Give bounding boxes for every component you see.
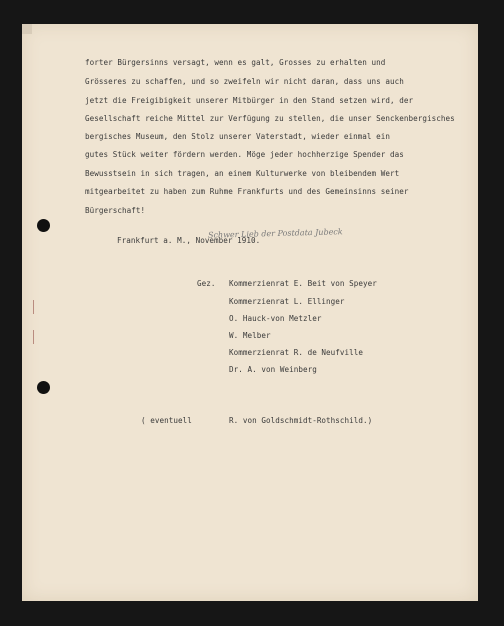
punch-hole <box>37 381 50 394</box>
signatory: O. Hauck-von Metzler <box>229 314 322 323</box>
document-page <box>22 24 478 601</box>
eventual-signatory: R. von Goldschmidt-Rothschild.) <box>229 416 373 425</box>
signatory: Kommerzienrat L. Ellinger <box>229 297 345 306</box>
body-line: bergisches Museum, den Stolz unserer Vaterstadt, wieder einmal ein <box>85 132 391 141</box>
punch-hole <box>37 219 50 232</box>
body-line: Bürgerschaft! <box>85 206 146 215</box>
body-line: gutes Stück weiter fördern werden. Möge jeder hochherzige Spender das <box>85 150 404 159</box>
body-line: Gesellschaft reiche Mittel zur Verfügung zu stellen, die unser Senckenbergisches <box>85 114 455 123</box>
signatory: W. Melber <box>229 331 271 340</box>
edge-mark <box>33 330 34 344</box>
page-corner-fold <box>22 24 32 34</box>
edge-mark <box>33 300 34 314</box>
place-date: Frankfurt a. M., November 1910. <box>117 236 261 245</box>
body-line: mitgearbeitet zu haben zum Ruhme Frankfurts und des Gemeinsinns seiner <box>85 187 409 196</box>
body-line: Grösseres zu schaffen, und so zweifeln wir nicht daran, dass uns auch <box>85 77 404 86</box>
signatory: Dr. A. von Weinberg <box>229 365 317 374</box>
handwritten-annotation: Schwer Lieb der Postdata Jubeck <box>207 227 343 240</box>
signatory: Kommerzienrat E. Beit von Speyer <box>229 279 377 288</box>
eventual-label: ( eventuell <box>141 416 192 425</box>
signed-prefix: Gez. <box>197 279 216 288</box>
signatory: Kommerzienrat R. de Neufville <box>229 348 364 357</box>
body-line: jetzt die Freigibigkeit unserer Mitbürger in den Stand setzen wird, der <box>85 96 414 105</box>
body-line: forter Bürgersinns versagt, wenn es galt, Grosses zu erhalten und <box>85 58 386 67</box>
body-line: Bewusstsein in sich tragen, an einem Kulturwerke von bleibendem Wert <box>85 169 400 178</box>
